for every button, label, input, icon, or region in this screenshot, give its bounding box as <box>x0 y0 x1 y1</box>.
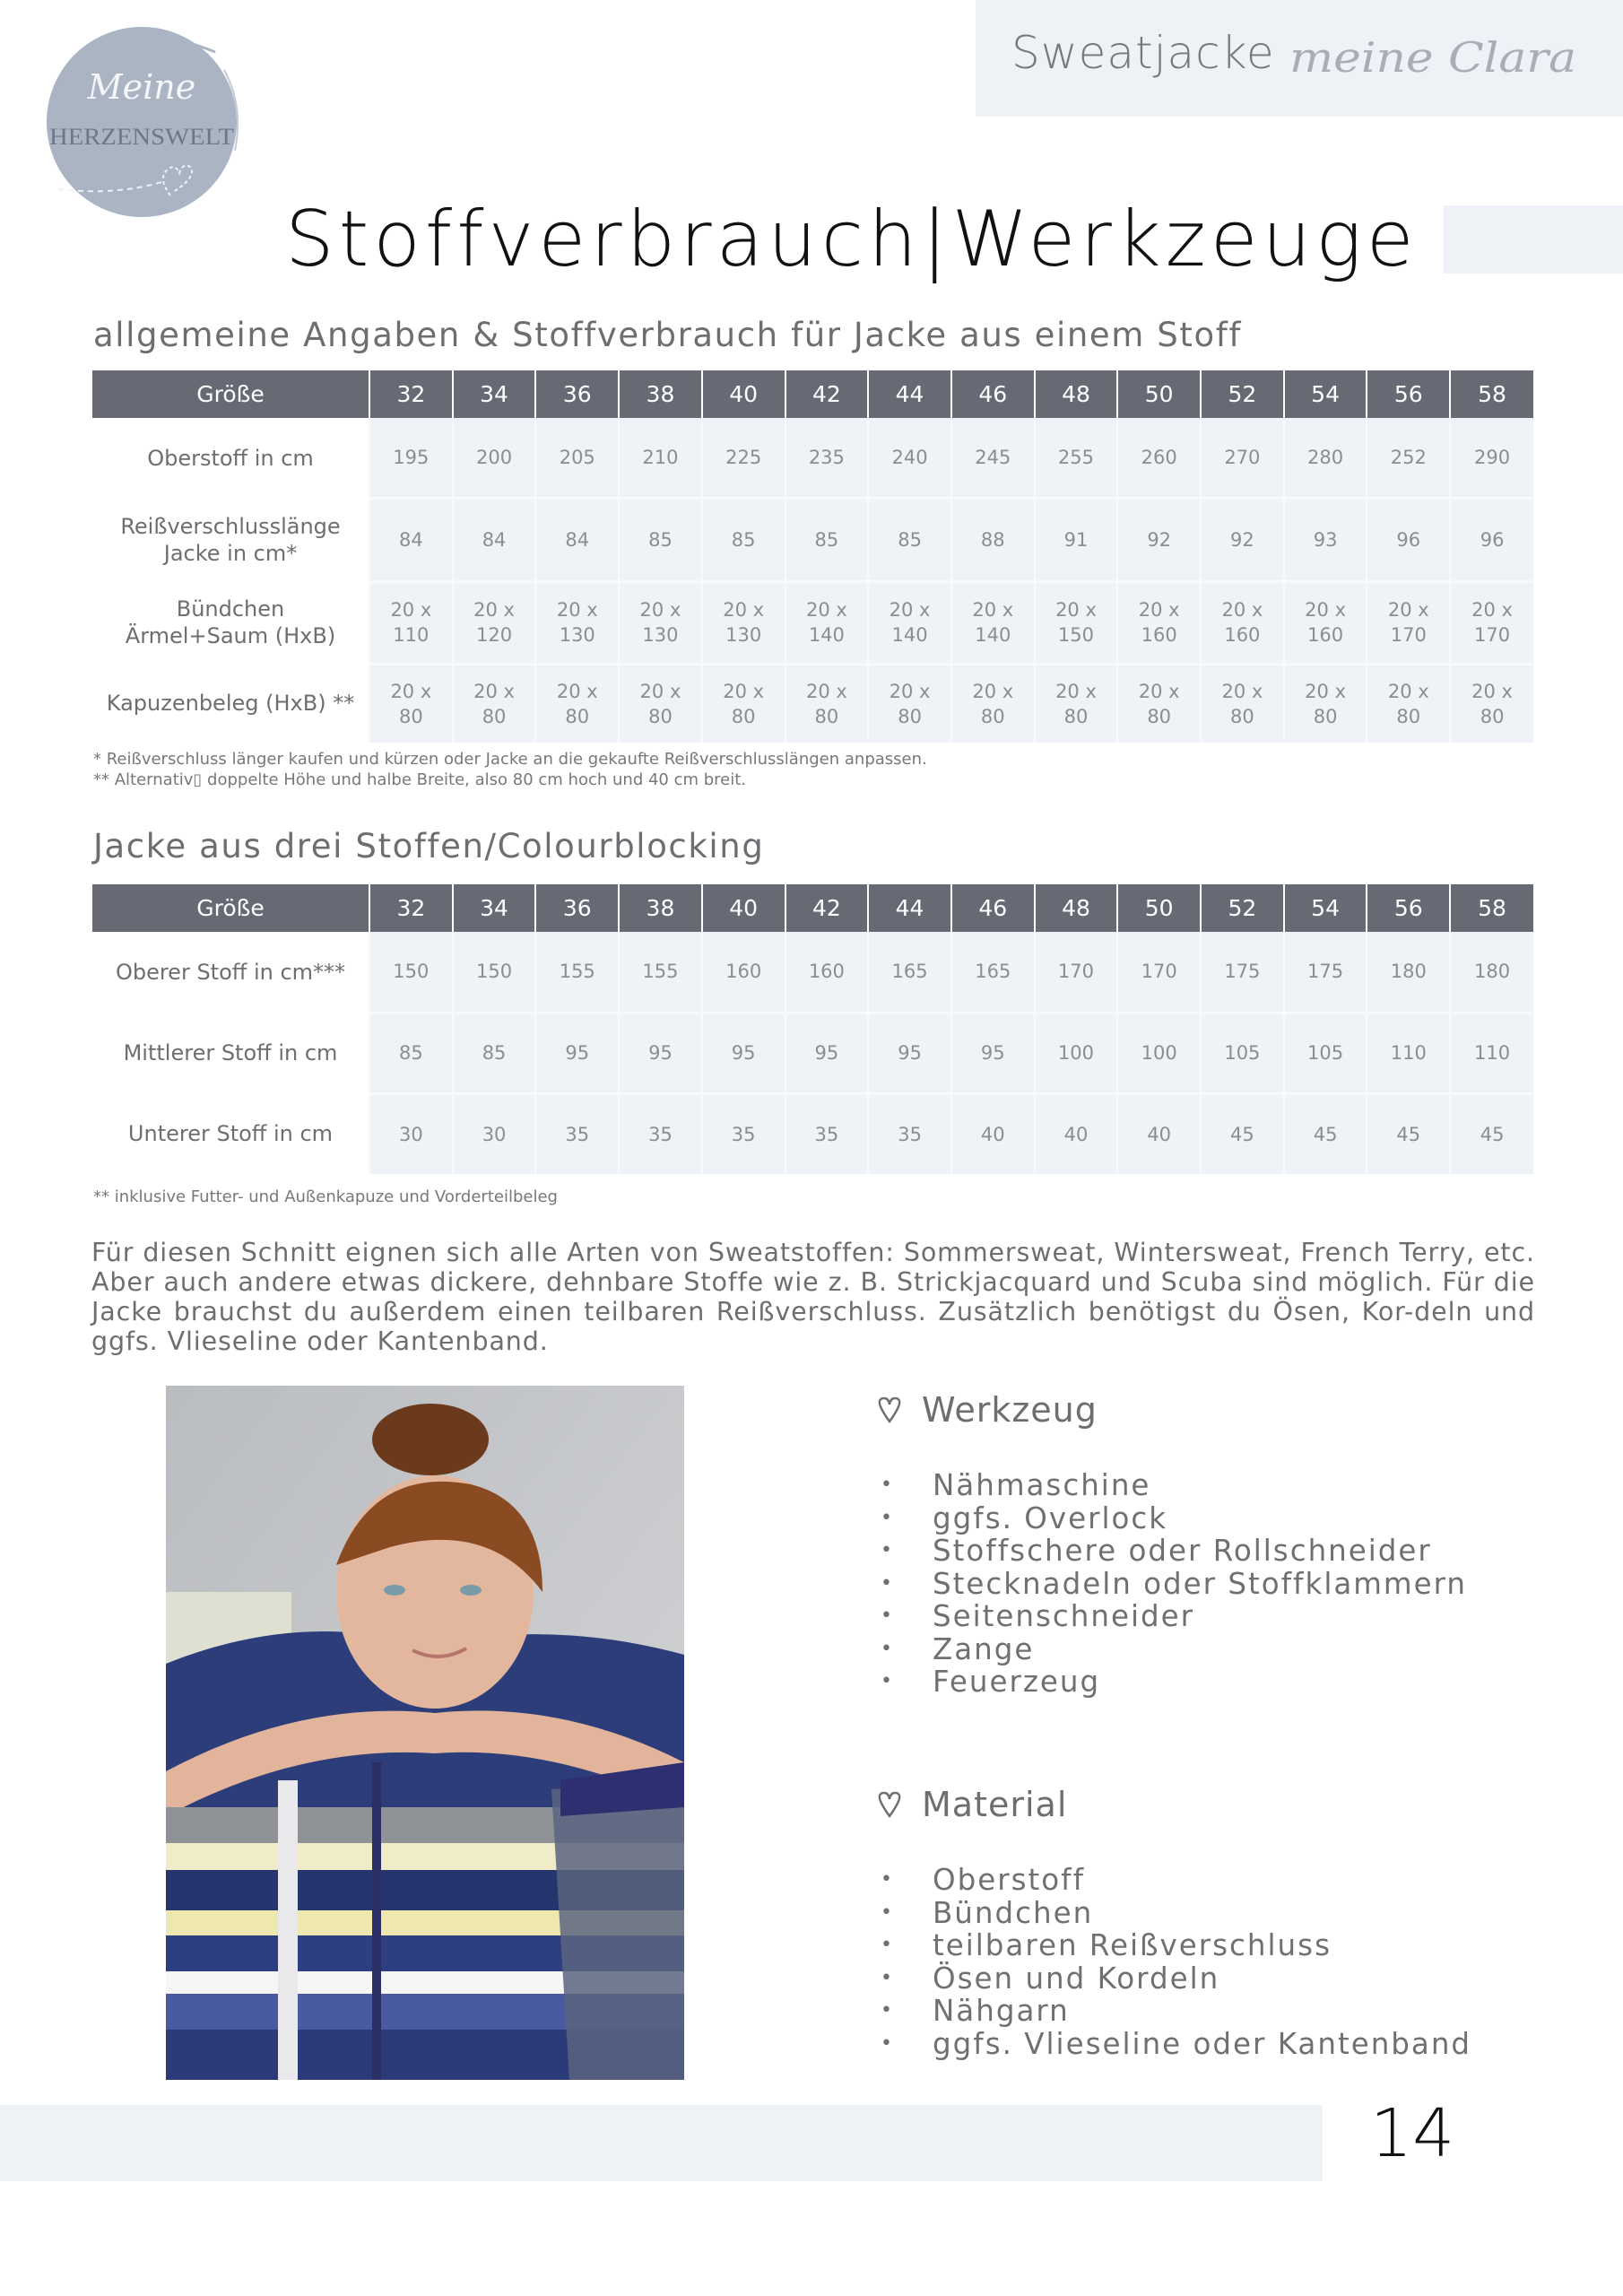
list-item-text: Nähgarn <box>933 1994 1070 2028</box>
table-cell: 85 <box>453 1013 536 1093</box>
size-header: 48 <box>1035 884 1118 932</box>
footnote-lining: ** inklusive Futter- und Außenkapuze und Vorderteilbeleg <box>93 1187 558 1206</box>
bullet-icon: • <box>881 1670 894 1692</box>
bullet-icon: • <box>881 1474 894 1496</box>
table-cell: 280 <box>1284 418 1367 498</box>
list-item <box>877 1469 1467 1502</box>
size-header: 54 <box>1284 370 1367 418</box>
size-header: 36 <box>535 370 619 418</box>
table-cell: 205 <box>535 418 619 498</box>
photo-image <box>166 1386 684 2080</box>
table-cell: 40 <box>1117 1093 1201 1174</box>
size-header: 34 <box>453 884 536 932</box>
size-header: 56 <box>1367 370 1450 418</box>
list-item <box>877 1962 1471 1996</box>
table-cell: 110 <box>1450 1013 1533 1093</box>
table-cell: 20 x 160 <box>1117 581 1201 664</box>
table-cell: 160 <box>785 932 869 1013</box>
table-cell: 96 <box>1450 498 1533 581</box>
table-cell: 45 <box>1367 1093 1450 1174</box>
table-cell: 252 <box>1367 418 1450 498</box>
size-header: 58 <box>1450 370 1533 418</box>
size-header: 54 <box>1284 884 1367 932</box>
list-item-text: teilbaren Reißverschluss <box>933 1928 1332 1962</box>
fabric-table-colourblocking <box>92 884 1533 1174</box>
row-label-line: Reißverschlusslänge <box>120 513 341 539</box>
table-cell: 95 <box>535 1013 619 1093</box>
table-cell: 35 <box>535 1093 619 1174</box>
table-cell: 20 x 130 <box>619 581 702 664</box>
table-cell: 20 x 80 <box>868 664 951 743</box>
table-cell: 85 <box>619 498 702 581</box>
row-label: Mittlerer Stoff in cm <box>92 1013 369 1093</box>
row-label <box>92 581 369 664</box>
row-label: Oberer Stoff in cm*** <box>92 932 369 1013</box>
table-cell: 20 x 80 <box>1201 664 1284 743</box>
size-header: 40 <box>702 370 785 418</box>
list-item <box>877 2028 1471 2061</box>
table-cell: 88 <box>951 498 1035 581</box>
list-item-text: Nähmaschine <box>933 1468 1151 1502</box>
row-label: Oberstoff in cm <box>92 418 369 498</box>
list-item-text: Zange <box>933 1631 1035 1666</box>
table-cell: 20 x 130 <box>535 581 619 664</box>
tools-heading <box>877 1390 1467 1430</box>
bullet-icon: • <box>881 1868 894 1891</box>
table-cell: 20 x 160 <box>1284 581 1367 664</box>
bullet-icon: • <box>881 1966 894 1989</box>
size-header: 46 <box>951 370 1035 418</box>
table-cell: 45 <box>1284 1093 1367 1174</box>
table-cell: 35 <box>785 1093 869 1174</box>
table-row <box>92 664 1533 743</box>
table-cell: 170 <box>1035 932 1118 1013</box>
bullet-icon: • <box>881 1571 894 1595</box>
table-cell: 260 <box>1117 418 1201 498</box>
row-label: Kapuzenbeleg (HxB) ** <box>92 664 369 743</box>
size-header: 40 <box>702 884 785 932</box>
size-header: 42 <box>785 370 869 418</box>
list-item-text: Stoffschere oder Rollschneider <box>933 1534 1432 1568</box>
table-cell: 180 <box>1450 932 1533 1013</box>
table-cell: 95 <box>619 1013 702 1093</box>
table-cell: 35 <box>868 1093 951 1174</box>
table-cell: 255 <box>1035 418 1118 498</box>
table-row <box>92 581 1533 664</box>
table-cell: 195 <box>369 418 453 498</box>
bullet-icon: • <box>881 1539 894 1561</box>
list-item-text: ggfs. Overlock <box>933 1500 1168 1535</box>
table-cell: 170 <box>1117 932 1201 1013</box>
table-cell: 95 <box>868 1013 951 1093</box>
table-cell: 155 <box>535 932 619 1013</box>
table-cell: 85 <box>868 498 951 581</box>
table-cell: 84 <box>453 498 536 581</box>
table-cell: 40 <box>951 1093 1035 1174</box>
size-header: 36 <box>535 884 619 932</box>
table-cell: 20 x 80 <box>535 664 619 743</box>
table-cell: 93 <box>1284 498 1367 581</box>
table-header-row <box>92 884 1533 932</box>
size-header: 44 <box>868 884 951 932</box>
table-cell: 105 <box>1284 1013 1367 1093</box>
footer-band <box>0 2105 1323 2181</box>
table-cell: 100 <box>1117 1013 1201 1093</box>
table-cell: 20 x 160 <box>1201 581 1284 664</box>
bullet-icon: • <box>881 1605 894 1627</box>
table-cell: 20 x 80 <box>1450 664 1533 743</box>
table-cell: 45 <box>1450 1093 1533 1174</box>
table-cell: 155 <box>619 932 702 1013</box>
table-cell: 165 <box>951 932 1035 1013</box>
tools-section <box>877 1390 1467 1699</box>
table-cell: 20 x 80 <box>1284 664 1367 743</box>
list-item-text: Oberstoff <box>933 1863 1086 1897</box>
table-cell: 92 <box>1117 498 1201 581</box>
material-section <box>877 1785 1471 2060</box>
table-cell: 165 <box>868 932 951 1013</box>
table-cell: 96 <box>1367 498 1450 581</box>
table-cell: 100 <box>1035 1013 1118 1093</box>
table-cell: 30 <box>369 1093 453 1174</box>
table-row <box>92 1013 1533 1093</box>
table-cell: 40 <box>1035 1093 1118 1174</box>
list-item-text: Stecknadeln oder Stoffklammern <box>933 1566 1467 1601</box>
table-cell: 20 x 150 <box>1035 581 1118 664</box>
header-strip <box>976 0 1623 117</box>
size-header: 52 <box>1201 370 1284 418</box>
table-cell: 110 <box>1367 1013 1450 1093</box>
size-header: 58 <box>1450 884 1533 932</box>
table-row <box>92 498 1533 581</box>
fabric-description: Für diesen Schnitt eignen sich alle Arten von Sweatstoffen: Sommersweat, Wintersweat, French Terry, etc. Aber auch andere etwas dickere, dehnbare Stoffe wie z. B. Strickjacquard und Scuba sind möglich. Für die Jacke brauchst du außerdem einen teilbaren Reißverschluss. Zusätzlich benötigst du Ösen, Kor-deln und ggfs. Vlieseline oder Kantenband. <box>91 1238 1535 1356</box>
row-label <box>92 498 369 581</box>
logo-script-text: Meine <box>87 67 196 107</box>
table-cell: 180 <box>1367 932 1450 1013</box>
size-header-label: Größe <box>92 370 369 418</box>
table-cell: 20 x 80 <box>702 664 785 743</box>
table-cell: 95 <box>951 1013 1035 1093</box>
table-row <box>92 418 1533 498</box>
bullet-icon: • <box>881 1637 894 1660</box>
row-label-line: Ärmel+Saum (HxB) <box>125 623 336 648</box>
row-label-line: Jacke in cm* <box>163 540 298 566</box>
list-item-text: Seitenschneider <box>933 1599 1194 1633</box>
table-cell: 210 <box>619 418 702 498</box>
material-heading-text: Material <box>922 1785 1068 1824</box>
size-header: 42 <box>785 884 869 932</box>
table-cell: 84 <box>369 498 453 581</box>
table-cell: 175 <box>1201 932 1284 1013</box>
list-item <box>877 1502 1467 1535</box>
row-label-line: Bündchen <box>176 596 285 622</box>
list-item-text: Feuerzeug <box>933 1665 1101 1699</box>
bullet-icon: • <box>881 1934 894 1956</box>
table-cell: 200 <box>453 418 536 498</box>
table-cell: 20 x 170 <box>1450 581 1533 664</box>
table-cell: 20 x 140 <box>868 581 951 664</box>
page-title: Stoffverbrauch|Werkzeuge <box>285 195 1419 284</box>
table-cell: 20 x 80 <box>453 664 536 743</box>
list-item-text: Bündchen <box>933 1895 1094 1930</box>
table-cell: 240 <box>868 418 951 498</box>
bullet-icon: • <box>881 2031 894 2055</box>
table-cell: 85 <box>369 1013 453 1093</box>
table-cell: 35 <box>702 1093 785 1174</box>
heart-icon <box>877 1791 902 1818</box>
table-cell: 20 x 80 <box>619 664 702 743</box>
size-header: 38 <box>619 884 702 932</box>
list-item-text: Ösen und Kordeln <box>933 1961 1220 1996</box>
table-cell: 85 <box>785 498 869 581</box>
table-cell: 35 <box>619 1093 702 1174</box>
table-row <box>92 932 1533 1013</box>
footnote-hood: ** Alternativ▯ doppelte Höhe und halbe Breite, also 80 cm hoch und 40 cm breit. <box>93 770 747 789</box>
size-header: 34 <box>453 370 536 418</box>
material-list <box>877 1864 1471 2060</box>
table-cell: 235 <box>785 418 869 498</box>
size-header: 48 <box>1035 370 1118 418</box>
page-number: 14 <box>1370 2095 1455 2172</box>
list-item <box>877 1600 1467 1633</box>
material-heading <box>877 1785 1471 1824</box>
fabric-table-single <box>92 370 1533 743</box>
logo-badge-icon <box>36 16 247 228</box>
table-cell: 85 <box>702 498 785 581</box>
size-header: 50 <box>1117 370 1201 418</box>
table-cell: 20 x 120 <box>453 581 536 664</box>
table2-heading: Jacke aus drei Stoffen/Colourblocking <box>93 827 765 865</box>
list-item <box>877 1665 1467 1699</box>
table-cell: 20 x 80 <box>1367 664 1450 743</box>
tools-heading-text: Werkzeug <box>922 1390 1098 1430</box>
table-cell: 30 <box>453 1093 536 1174</box>
table-cell: 20 x 140 <box>951 581 1035 664</box>
table-cell: 84 <box>535 498 619 581</box>
list-item <box>877 1995 1471 2028</box>
size-header: 38 <box>619 370 702 418</box>
list-item <box>877 1864 1471 1897</box>
list-item <box>877 1897 1471 1930</box>
table-cell: 20 x 80 <box>785 664 869 743</box>
footnote-zipper: * Reißverschluss länger kaufen und kürzen oder Jacke an die gekaufte Reißverschlusslängen anpassen. <box>93 750 927 769</box>
table-cell: 225 <box>702 418 785 498</box>
table-cell: 20 x 110 <box>369 581 453 664</box>
list-item <box>877 1568 1467 1601</box>
list-item <box>877 1535 1467 1568</box>
size-header: 52 <box>1201 884 1284 932</box>
table-cell: 175 <box>1284 932 1367 1013</box>
table-cell: 20 x 140 <box>785 581 869 664</box>
table-cell: 91 <box>1035 498 1118 581</box>
table-cell: 95 <box>785 1013 869 1093</box>
bullet-icon: • <box>881 1999 894 2022</box>
table-cell: 245 <box>951 418 1035 498</box>
tools-list <box>877 1469 1467 1699</box>
table-row <box>92 1093 1533 1174</box>
product-name: Sweatjacke <box>1011 27 1275 79</box>
table-cell: 160 <box>702 932 785 1013</box>
script-name-graphic <box>1289 9 1594 99</box>
table-cell: 150 <box>453 932 536 1013</box>
table-cell: 20 x 80 <box>951 664 1035 743</box>
bullet-icon: • <box>881 1506 894 1529</box>
table-cell: 20 x 80 <box>369 664 453 743</box>
heart-icon <box>877 1396 902 1423</box>
size-header: 46 <box>951 884 1035 932</box>
table-cell: 45 <box>1201 1093 1284 1174</box>
table-cell: 290 <box>1450 418 1533 498</box>
logo-wordmark: HERZENSWELT <box>49 124 235 150</box>
size-header: 56 <box>1367 884 1450 932</box>
table-cell: 20 x 130 <box>702 581 785 664</box>
list-item <box>877 1633 1467 1666</box>
brand-logo <box>36 16 247 228</box>
bullet-icon: • <box>881 1900 894 1924</box>
designer-photo <box>166 1386 684 2080</box>
list-item <box>877 1929 1471 1962</box>
list-item-text: ggfs. Vlieseline oder Kantenband <box>933 2026 1472 2061</box>
table-cell: 20 x 80 <box>1035 664 1118 743</box>
row-label: Unterer Stoff in cm <box>92 1093 369 1174</box>
table-cell: 20 x 170 <box>1367 581 1450 664</box>
size-header: 50 <box>1117 884 1201 932</box>
table-cell: 150 <box>369 932 453 1013</box>
size-header: 44 <box>868 370 951 418</box>
table-cell: 20 x 80 <box>1117 664 1201 743</box>
table-cell: 270 <box>1201 418 1284 498</box>
size-header: 32 <box>369 370 453 418</box>
table-header-row <box>92 370 1533 418</box>
size-header: 32 <box>369 884 453 932</box>
table-cell: 92 <box>1201 498 1284 581</box>
table-cell: 105 <box>1201 1013 1284 1093</box>
table1-heading: allgemeine Angaben & Stoffverbrauch für Jacke aus einem Stoff <box>93 316 1242 354</box>
table-cell: 95 <box>702 1013 785 1093</box>
size-header-label: Größe <box>92 884 369 932</box>
title-accent-box <box>1444 205 1623 274</box>
script-name-text: meine Clara <box>1289 33 1576 82</box>
